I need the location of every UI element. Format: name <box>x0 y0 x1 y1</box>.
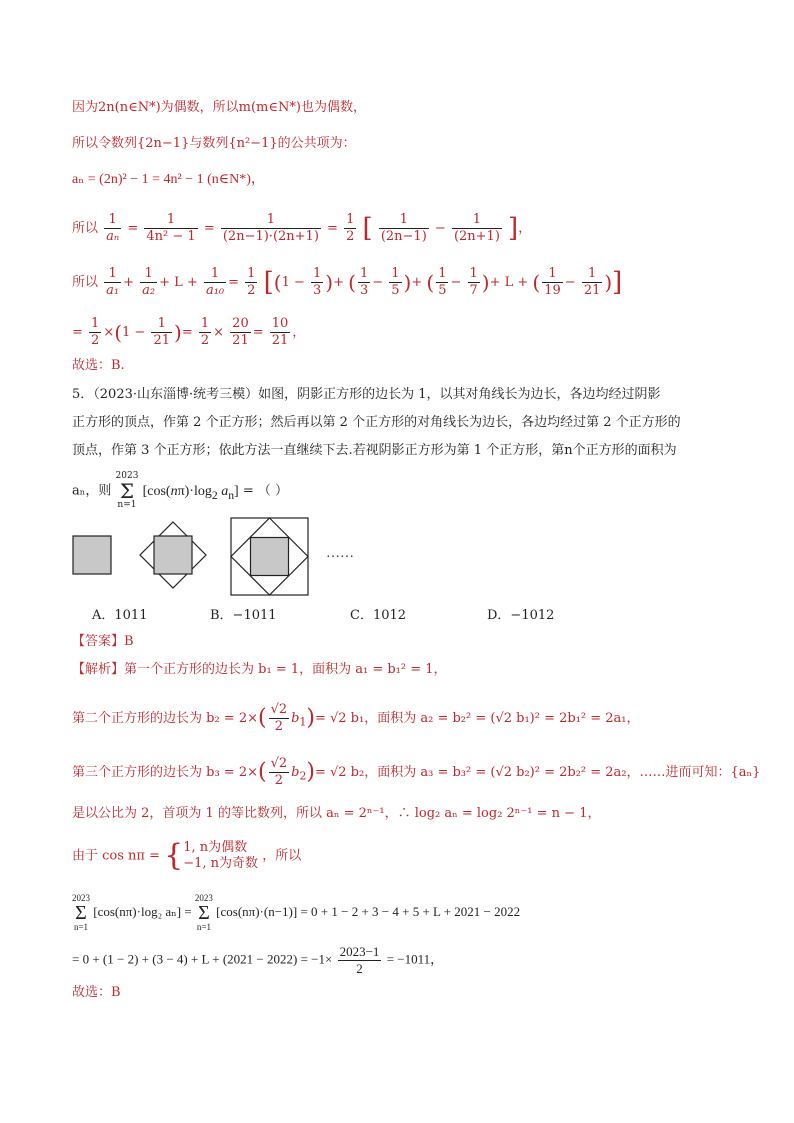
final-choose-b: 故选：B <box>72 985 121 1000</box>
frac-1-a2: $\frac{1}{\text{a₂}}$ <box>142 266 156 298</box>
analysis-text-3b: = √2 b₂，面积为 a₃ = b₃² = (√2 b₂)² = 2b₂² = 2a₂，……进而可知：{aₙ} <box>314 765 761 780</box>
frac-sqrt2-2b: $\frac{√2}{2}$ <box>270 756 288 788</box>
solution-line-5: 所以 $\frac{1}{\text{a₁}}$ + $\frac{1}{\text{a₂}}$ + L + $\frac{1}{\text{a₁₀}}$ = $\frac{1}{2}$ [(1 − $\frac{1}{3}$ )+ ( $\frac{1}{3}$ − $\frac{1}{5}$ )+ ( $\frac{1}{5}$ − $\frac{1}{7}$ )+ L + ( $\frac{1}{19}$ − $\frac{1}{21}$ )] <box>72 266 623 298</box>
analysis-line-1 <box>72 660 447 680</box>
sum-symbol-1: 2023 Σ n=1 <box>72 893 90 932</box>
prefix-so: 所以 <box>72 221 99 236</box>
solution-line-4: 所以 $\frac{1}{\text{aₙ}}$ = $\frac{1}{\text{4n² − 1}}$ = $\frac{1}{(2n-1)\cdot(2n+1)}$ = $\frac{1}{2}$ [ $\frac{1}{(2n-1)}$ − $\frac{1}{(2n+1)}$ ]， <box>72 212 532 244</box>
frac-half: $\frac{1}{2}$ <box>346 212 355 244</box>
frac-1-7: $\frac{1}{7}$ <box>469 266 478 298</box>
solution-line-2: 所以令数列{2n−1}与数列{n²−1}的公共项为： <box>72 136 356 151</box>
analysis-line-2: 第二个正方形的边长为 b₂ = 2×( $\frac{√2}{2}$ $b_1)= √2$ b₁，面积为 a₂ = b₂² = (√2 b₁)² = 2b₁² = 2a₁， <box>72 702 640 734</box>
frac-1-3b: $\frac{1}{3}$ <box>359 266 369 298</box>
question-line-3: 顶点，作第 3 个正方形；依此方法一直继续下去.若视阴影正方形为第 1 个正方形，第n个正方形的面积为 <box>72 443 677 458</box>
frac-half-3: $\frac{1}{2}$ <box>91 316 100 348</box>
sum-line-1 <box>72 894 520 932</box>
frac-half-2: $\frac{1}{2}$ <box>247 266 256 298</box>
analysis-text-5a: 由于 cos nπ = <box>72 848 160 864</box>
option-a[interactable]: A．1011 <box>92 608 148 623</box>
frac-1-4n2: $\frac{1}{\text{4n² − 1}}$ <box>146 212 196 244</box>
frac-sqrt2-2: $\frac{√2}{2}$ <box>270 702 288 734</box>
analysis-text-3a: 第三个正方形的边长为 b₃ = 2× <box>72 765 258 780</box>
frac-1-prod: $\frac{1}{(2n-1)\cdot(2n+1)}$ <box>222 212 319 244</box>
figure-ellipsis: …… <box>326 546 354 561</box>
frac-20-21: $\frac{20}{21}$ <box>232 316 249 348</box>
square-3 <box>231 518 308 595</box>
frac-1-a1: $\frac{1}{\text{a₁}}$ <box>106 266 120 298</box>
question-an: aₙ，则 <box>72 483 112 499</box>
analysis-line-5: 由于 cos nπ = { 1, n为偶数 −1, n为奇数 ，所以 <box>72 838 302 873</box>
question-line-2: 正方形的顶点，作第 2 个正方形；然后再以第 2 个正方形的对角线长为边长，各边均经过第 2 个正方形的 <box>72 415 681 430</box>
frac-10-21: $\frac{10}{21}$ <box>271 316 289 348</box>
option-b[interactable]: B．−1011 <box>210 608 277 623</box>
square-1 <box>73 536 111 574</box>
sum-symbol-2: 2023 Σ n=1 <box>194 893 213 932</box>
sum-symbol-q: 2023 Σ n=1 <box>115 471 139 510</box>
analysis-label: 【解析】 <box>72 662 125 677</box>
frac-1-3a: $\frac{1}{3}$ <box>313 266 322 298</box>
frac-half-4: $\frac{1}{2}$ <box>200 316 210 348</box>
analysis-line-4: 是以公比为 2，首项为 1 的等比数列，所以 aₙ = 2ⁿ⁻¹，∴ log₂ aₙ = log₂ 2ⁿ⁻¹ = n − 1， <box>72 806 601 821</box>
question-blank: = （ ） <box>242 483 288 499</box>
analysis-line-3: 第三个正方形的边长为 b₃ = 2×( $\frac{√2}{2}$ $b_2)= √2$ b₂，面积为 a₃ = b₃² = (√2 b₂)² = 2b₂² = 2a₂，……进而可知：{aₙ} <box>72 756 761 788</box>
analysis-text-1: 第一个正方形的边长为 b₁ = 1，面积为 a₁ = b₁² = 1， <box>124 662 447 677</box>
cases-block: 1, n为偶数 −1, n为奇数 <box>183 840 259 871</box>
frac-1-21: $\frac{1}{21}$ <box>583 266 601 298</box>
analysis-text-5b: ，所以 <box>262 848 302 864</box>
solution-line-3: aₙ = (2n)² − 1 = 4n² − 1 (n∈N*)， <box>72 172 265 187</box>
solution-choose-b: 故选：B. <box>72 358 125 373</box>
frac-1-5b: $\frac{1}{5}$ <box>438 266 447 298</box>
frac-1-19: $\frac{1}{19}$ <box>544 266 561 298</box>
option-c[interactable]: C．1012 <box>350 608 407 623</box>
nested-squares-figure <box>70 515 370 597</box>
question-line-4: aₙ，则 2023 Σ n=1 [$\cos(n\pi)\cdot\log_2$ $a_n$] = （ ） <box>72 471 288 510</box>
answer-line: 【答案】B <box>72 634 134 649</box>
sum-line-1-mid: [cos(nπ)·log₂ aₙ] = <box>93 903 192 919</box>
square-2 <box>140 522 206 588</box>
sum-line-2b: = −1011， <box>386 951 444 967</box>
frac-2023-2: $\frac{2023-1}{2}$ <box>339 944 380 976</box>
prefix-so-2: 所以 <box>72 275 99 290</box>
frac-1-a10: $\frac{1}{\text{a₁₀}}$ <box>205 266 225 298</box>
frac-1-5a: $\frac{1}{5}$ <box>391 266 400 298</box>
sum-line-2 <box>72 944 443 977</box>
analysis-text-2b: = √2 b₁，面积为 a₂ = b₂² = (√2 b₁)² = 2b₁² = 2a₁， <box>314 711 640 726</box>
solution-line-6: = $\frac{1}{2}$ ×(1 − $\frac{1}{21}$ )= $\frac{1}{2}$ × $\frac{20}{21}$ = $\frac{10}{21}$ ， <box>72 316 306 348</box>
frac-1-2n-minus: $\frac{1}{(2n-1)}$ <box>380 212 427 244</box>
analysis-text-2a: 第二个正方形的边长为 b₂ = 2× <box>72 711 258 726</box>
frac-1-an: $\frac{1}{\text{aₙ}}$ <box>106 212 120 244</box>
solution-line-1: 因为2n(n∈N*)为偶数，所以m(m∈N*)也为偶数， <box>72 100 366 115</box>
sum-line-2a: = 0 + (1 − 2) + (3 − 4) + L + (2021 − 2022) = −1× <box>72 951 333 967</box>
frac-1-21b: $\frac{1}{21}$ <box>153 316 171 348</box>
sum-line-1-end: [cos(nπ)·(n−1)] = 0 + 1 − 2 + 3 − 4 + 5 + L + 2021 − 2022 <box>216 903 521 919</box>
option-d[interactable]: D．−1012 <box>487 608 555 623</box>
question-line-1: 5．（2023·山东淄博·统考三模）如图，阴影正方形的边长为 1，以其对角线长为边长，各边均经过阴影 <box>72 387 661 402</box>
frac-1-2n-plus: $\frac{1}{(2n+1)}$ <box>453 212 500 244</box>
